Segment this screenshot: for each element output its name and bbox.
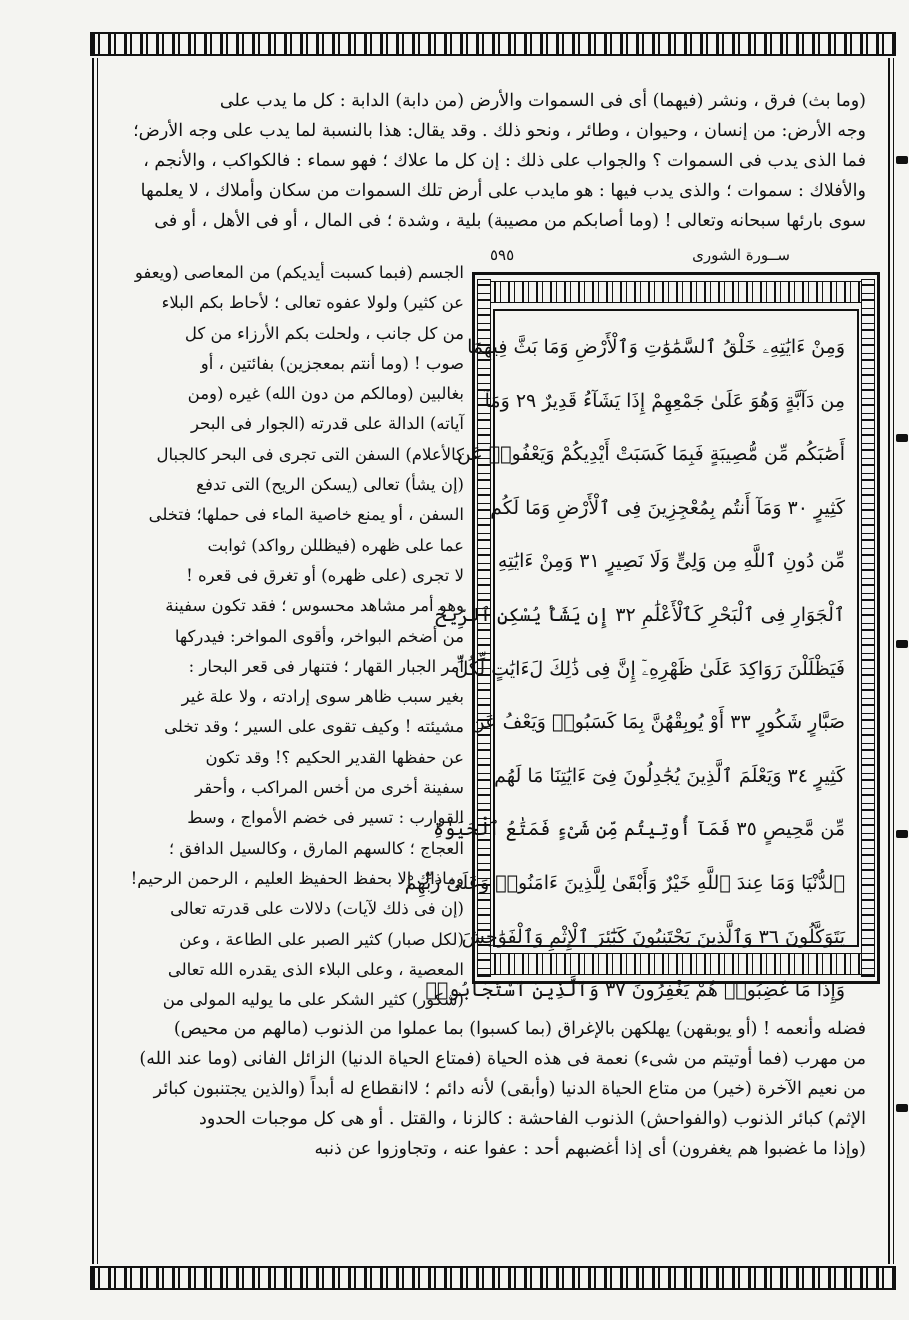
commentary-top bbox=[118, 86, 866, 236]
commentary-line: القوارب : تسير فى خضم الأمواج ، وسط bbox=[187, 808, 464, 828]
commentary-line: المعصية ، وعلى البلاء الذى يقدره الله تعالى bbox=[167, 959, 464, 979]
verse-line: كَثِيرٍ ٣٤ وَيَعْلَمَ ٱلَّذِينَ يُجَٰدِلُونَ فِىٓ ءَايَٰتِنَا مَا لَهُم bbox=[494, 764, 845, 787]
commentary-line: سفينة أخرى من أخس المراكب ، وأحقر bbox=[195, 778, 464, 798]
commentary-line: (إن فى ذلك لآيات) دلالات على قدرته تعالى bbox=[170, 899, 464, 919]
verse-line: وَمِنْ ءَايَٰتِهِۦ خَلْقُ ٱلسَّمَٰوَٰتِ وَٱلْأَرْضِ وَمَا بَثَّ فِيهِمَا bbox=[467, 336, 845, 358]
verse-line: أَصَٰبَكُم مِّن مُّصِيبَةٍ فَبِمَا كَسَبَتْ أَيْدِيكُمْ وَيَعْفُوا۟ عَن bbox=[456, 443, 845, 466]
sura-name: ســورة الشورى bbox=[692, 246, 790, 264]
commentary-line: الجسم (فبما كسبت أيديكم) من المعاصى (ويعفو bbox=[134, 263, 464, 282]
commentary-line: السفن ، أو يمنع خاصية الماء فى حملها؛ فتخلى bbox=[148, 505, 464, 525]
commentary-line: أمر الجبار القهار ؛ فتنهار فى قعر البحار : bbox=[188, 656, 464, 676]
commentary-line: سوى بارئها سبحانه وتعالى ! (وما أصابكم من مصيبة) بلية ، وشدة ؛ فى المال ، أو فى الأهل ، أو فى bbox=[154, 211, 866, 231]
commentary-line: من أضخم البواخر، وأقوى المواخر: فيدركها bbox=[174, 626, 464, 646]
verse-line: يَتَوَكَّلُونَ ٣٦ وَٱلَّذِينَ يَجْتَنِبُونَ كَبَٰٓئِرَ ٱلْإِثْمِ وَٱلْفَوَٰحِشَ bbox=[461, 925, 845, 948]
margin-mark bbox=[896, 434, 908, 442]
margin-mark bbox=[896, 640, 908, 648]
commentary-line: من كل جانب ، ولحلت بكم الأرزاء من كل bbox=[184, 323, 464, 343]
verse-line: صَبَّارٍ شَكُورٍ ٣٣ أَوْ يُوبِقْهُنَّ بِمَا كَسَبُوا۟ وَيَعْفُ عَن bbox=[470, 711, 845, 734]
commentary-line: من مهرب (فما أوتيتم من شىء) نعمة فى هذه الحياة (فمتاع الحياة الدنيا) الزائل الفانى (وما عند الله) bbox=[139, 1049, 866, 1069]
right-border-rule bbox=[888, 58, 894, 1264]
commentary-line: مشيئته ! وكيف تقوى على السير ؛ وقد تخلى bbox=[164, 717, 464, 737]
commentary-line: بغالبين (ومالكم من دون الله) غيره (ومن bbox=[187, 384, 464, 404]
quran-verses bbox=[404, 321, 845, 1002]
commentary-line: الإثم) كبائر الذنوب (والفواحش) الذنوب الفاحشة : كالزنا ، والقتل . أو هى كل موجبات الحدود bbox=[199, 1109, 866, 1129]
verse-line: مِّن دُونِ ٱللَّهِ مِن وَلِىٍّ وَلَا نَصِيرٍ ٣١ وَمِنْ ءَايَٰتِهِ bbox=[497, 550, 845, 573]
quran-inner-frame bbox=[404, 309, 859, 1002]
commentary-line: (شكور) كثير الشكر على ما يوليه المولى من bbox=[162, 990, 464, 1010]
commentary-line: بغير سبب ظاهر سوى إرادته ، ولا علة غير bbox=[181, 687, 464, 707]
commentary-line: (وما بث) فرق ، ونشر (فيهما) أى فى السموات والأرض (من دابة) الدابة : كل ما يدب على bbox=[219, 91, 866, 111]
commentary-line: من نعيم الآخرة (خير) من متاع الحياة الدنيا (وأبقى) لأنه دائم ؛ لاانقطاع له أبداً (والذين يجتنبون كبائر bbox=[153, 1079, 866, 1099]
verse-line: ٱلدُّنْيَا وَمَا عِندَ ٱللَّهِ خَيْرٌ وَأَبْقَىٰ لِلَّذِينَ ءَامَنُوا۟ وَعَلَىٰ رَبِّهِمْ bbox=[404, 871, 845, 894]
verse-line: مِن دَآبَّةٍ وَهُوَ عَلَىٰ جَمْعِهِمْ إِذَا يَشَآءُ قَدِيرٌ ٢٩ وَمَآ bbox=[484, 389, 845, 412]
page-header bbox=[480, 244, 880, 270]
commentary-line: فضله وأنعمه ! (أو يوبقهن) يهلكهن بالإغراق (بما كسبوا) بما عملوا من الذنوب (مالهم من محيص) bbox=[173, 1019, 866, 1039]
commentary-line: (إن يشأ) تعالى (يسكن الريح) التى تدفع bbox=[196, 475, 464, 495]
bottom-ornament-border bbox=[90, 1266, 896, 1290]
commentary-line: والأفلاك : سموات ؛ والذى يدب فيها : هو مايدب على أرض تلك السموات من سكان وأملاك ، لا يعلمها bbox=[140, 181, 866, 201]
commentary-line: العجاج ؛ كالسهم المارق ، وكالسيل الدافق ؛ bbox=[168, 838, 464, 858]
commentary-line: فما الذى يدب فى السموات ؟ والجواب على ذلك : إن كل ما علاك ؛ فهو سماء : فالكواكب ، والأنجم ، bbox=[143, 151, 866, 171]
top-ornament-border bbox=[90, 32, 896, 56]
commentary-line: عن كثير) ولولا عفوه تعالى ؛ لأحاط بكم البلاء bbox=[161, 293, 464, 313]
commentary-line: (لكل صبار) كثير الصبر على الطاعة ، وعن bbox=[179, 929, 464, 949]
quran-text-box bbox=[404, 272, 880, 1002]
page-number: ٥٩٥ bbox=[490, 246, 515, 264]
verse-line: فَيَظْلَلْنَ رَوَاكِدَ عَلَىٰ ظَهْرِهِۦٓ إِنَّ فِى ذَٰلِكَ لَءَايَٰتٍ لِّكُلِّ bbox=[454, 657, 845, 680]
commentary-line: لا تجرى (على ظهره) أو تغرق فى قعره ! bbox=[186, 565, 464, 585]
verse-line: مِّن مَّحِيصٍ ٣٥ فَمَآ أُوتِيتُم مِّن شَىْءٍ فَمَتَٰعُ ٱلْحَيَوٰةِ bbox=[432, 818, 845, 841]
verse-line: كَثِيرٍ ٣٠ وَمَآ أَنتُم بِمُعْجِزِينَ فِى ٱلْأَرْضِ وَمَا لَكُم bbox=[490, 496, 845, 519]
commentary-line: وجه الأرض: من إنسان ، وحيوان ، وطائر ، ونحو ذلك . وقد يقال: هذا بالنسبة لما يدب على وجه الأرض؛ bbox=[133, 121, 866, 141]
commentary-line: (وإذا ما غضبوا هم يغفرون) أى إذا أغضبهم أحد : عفوا عنه ، وتجاوزوا عن ذنبه bbox=[314, 1139, 866, 1159]
commentary-line: وهو أمر مشاهد محسوس ؛ فقد تكون سفينة bbox=[165, 596, 464, 616]
commentary-line: آياته) الدالة على قدرته (الجوار فى البحر bbox=[190, 414, 464, 434]
quran-box-right-ornament bbox=[861, 279, 875, 977]
commentary-bottom bbox=[118, 1014, 866, 1164]
verse-line: وَإِذَا مَا غَضِبُوا۟ هُمْ يَغْفِرُونَ ٣٧ وَٱلَّذِينَ ٱسْتَجَابُوا۟ bbox=[425, 979, 845, 1002]
commentary-line: عما على ظهره (فيظللن رواكد) ثوابت bbox=[207, 535, 464, 555]
commentary-line: عن حفظها القدير الحكيم ؟! وقد تكون bbox=[205, 747, 464, 767]
commentary-line: وماذاك إلا بحفظ الحفيظ العليم ، الرحمن الرحيم! bbox=[130, 868, 464, 888]
commentary-line: كالأعلام) السفن التى تجرى فى البحر كالجبال bbox=[156, 444, 464, 464]
margin-mark bbox=[896, 156, 908, 164]
margin-mark bbox=[896, 830, 908, 838]
margin-mark bbox=[896, 1104, 908, 1112]
quran-box-top-ornament bbox=[479, 281, 873, 303]
verse-line: ٱلْجَوَارِ فِى ٱلْبَحْرِ كَٱلْأَعْلَٰمِ ٣٢ إِن يَشَأْ يُسْكِنِ ٱلرِّيحَ bbox=[435, 603, 845, 626]
commentary-line: صوب ! (وما أنتم بمعجزين) بفائتين ، أو bbox=[200, 353, 464, 373]
left-border-rule bbox=[92, 58, 98, 1264]
